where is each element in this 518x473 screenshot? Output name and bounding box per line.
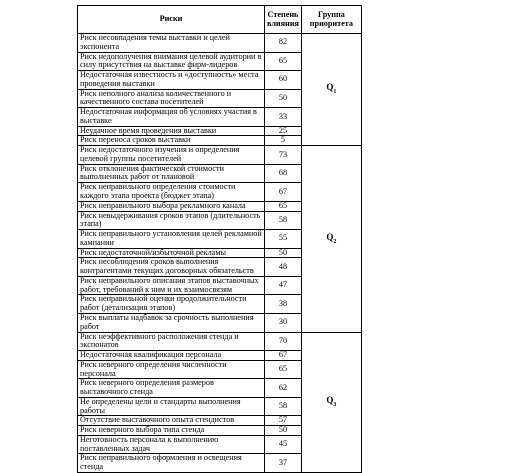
risk-cell: Риск несовпадения темы выставки и целей экспонента [78,34,265,53]
priority-group-letter: Q [326,231,334,242]
table-row [78,332,362,351]
risk-cell: Не определены цели и стандарты выполнения работы [78,397,265,416]
risk-cell: Риск неверного определения размеров выставочного стенда [78,379,265,398]
risk-cell: Риск неправильного описания этапов выставочных работ, требований к ним и их взаимосвязям [78,276,265,295]
table-row [78,146,362,165]
impact-cell: 55 [265,230,302,249]
risk-cell: Риск недополучения внимания целевой аудитории в силу присутствия на выставке фирм-лидеров [78,52,265,71]
priority-group-index: 1 [333,89,337,96]
impact-cell: 82 [265,34,302,53]
header-priority-group: Группа приоритета [301,6,361,34]
impact-cell: 50 [265,248,302,258]
risk-cell: Недостаточная квалификация персонала [78,351,265,361]
risk-table [77,5,362,473]
risk-cell: Риск неэффективного расположения стенда и экспонатов [78,332,265,351]
risk-cell: Риск неверного выбора типа стенда [78,426,265,436]
risk-cell: Недостаточная известность и «доступность» места проведения выставки [78,71,265,90]
risk-cell: Риск неправильного оформления и освещения стенда [78,454,265,473]
risk-cell: Риск отклонения фактической стоимости выполненных работ от плановой [78,164,265,183]
priority-group-index: 2 [333,238,337,245]
impact-cell: 47 [265,276,302,295]
impact-cell: 38 [265,295,302,314]
risk-cell: Риск несоблюдения сроков выполнения контрагентами текущих договорных обязательств [78,258,265,277]
risk-cell: Риск неправильного определения стоимости каждого этапа проекта (бюджет этапа) [78,183,265,202]
impact-cell: 73 [265,146,302,165]
impact-cell: 50 [265,89,302,108]
header-impact: Степень влияния [265,6,302,34]
priority-group-letter: Q [326,82,334,93]
table-header-row [78,6,362,34]
risk-cell: Риск недостаточной/избыточной рекламы [78,248,265,258]
impact-cell: 67 [265,351,302,361]
table-row [78,34,362,53]
impact-cell: 45 [265,435,302,454]
impact-cell: 58 [265,211,302,230]
risk-cell: Риск недостаточного изучения и определения целевой группы посетителей [78,146,265,165]
risk-cell: Риск неполного анализа количественного и качественного состава посетителей [78,89,265,108]
risk-cell: Неудачное время проведения выставки [78,126,265,136]
impact-cell: 65 [265,201,302,211]
impact-cell: 58 [265,397,302,416]
impact-cell: 60 [265,71,302,90]
priority-group-cell [301,332,361,472]
risk-cell: Риск переноса сроков выставки [78,136,265,146]
impact-cell: 65 [265,360,302,379]
impact-cell: 33 [265,108,302,127]
priority-group-cell [301,146,361,332]
risk-cell: Отсутствие выставочного опыта стендистов [78,416,265,426]
risk-cell: Риск неверного определения численности персонала [78,360,265,379]
priority-group-letter: Q [326,395,334,406]
impact-cell: 30 [265,313,302,332]
impact-cell: 67 [265,183,302,202]
risk-cell: Неготовность персонала к выполнению поставленных задач [78,435,265,454]
impact-cell: 37 [265,454,302,473]
priority-group-index: 3 [333,401,337,408]
risk-cell: Риск неправильного выбора рекламного канала [78,201,265,211]
risk-cell: Риск неправильного установления целей рекламной кампании [78,230,265,249]
impact-cell: 65 [265,52,302,71]
impact-cell: 48 [265,258,302,277]
risk-cell: Недостаточная информация об условиях участия в выставке [78,108,265,127]
risk-cell: Риск невыдерживания сроков этапов (длительность этапа) [78,211,265,230]
risk-cell: Риск неправильной оценки продолжительности работ (детализация этапов) [78,295,265,314]
header-risks: Риски [78,6,265,34]
impact-cell: 5 [265,136,302,146]
impact-cell: 70 [265,332,302,351]
table-body [78,34,362,473]
impact-cell: 50 [265,426,302,436]
impact-cell: 57 [265,416,302,426]
impact-cell: 62 [265,379,302,398]
impact-cell: 68 [265,164,302,183]
risk-cell: Риск выплаты надбавок за срочность выполнения работ [78,313,265,332]
priority-group-cell [301,34,361,146]
impact-cell: 25 [265,126,302,136]
